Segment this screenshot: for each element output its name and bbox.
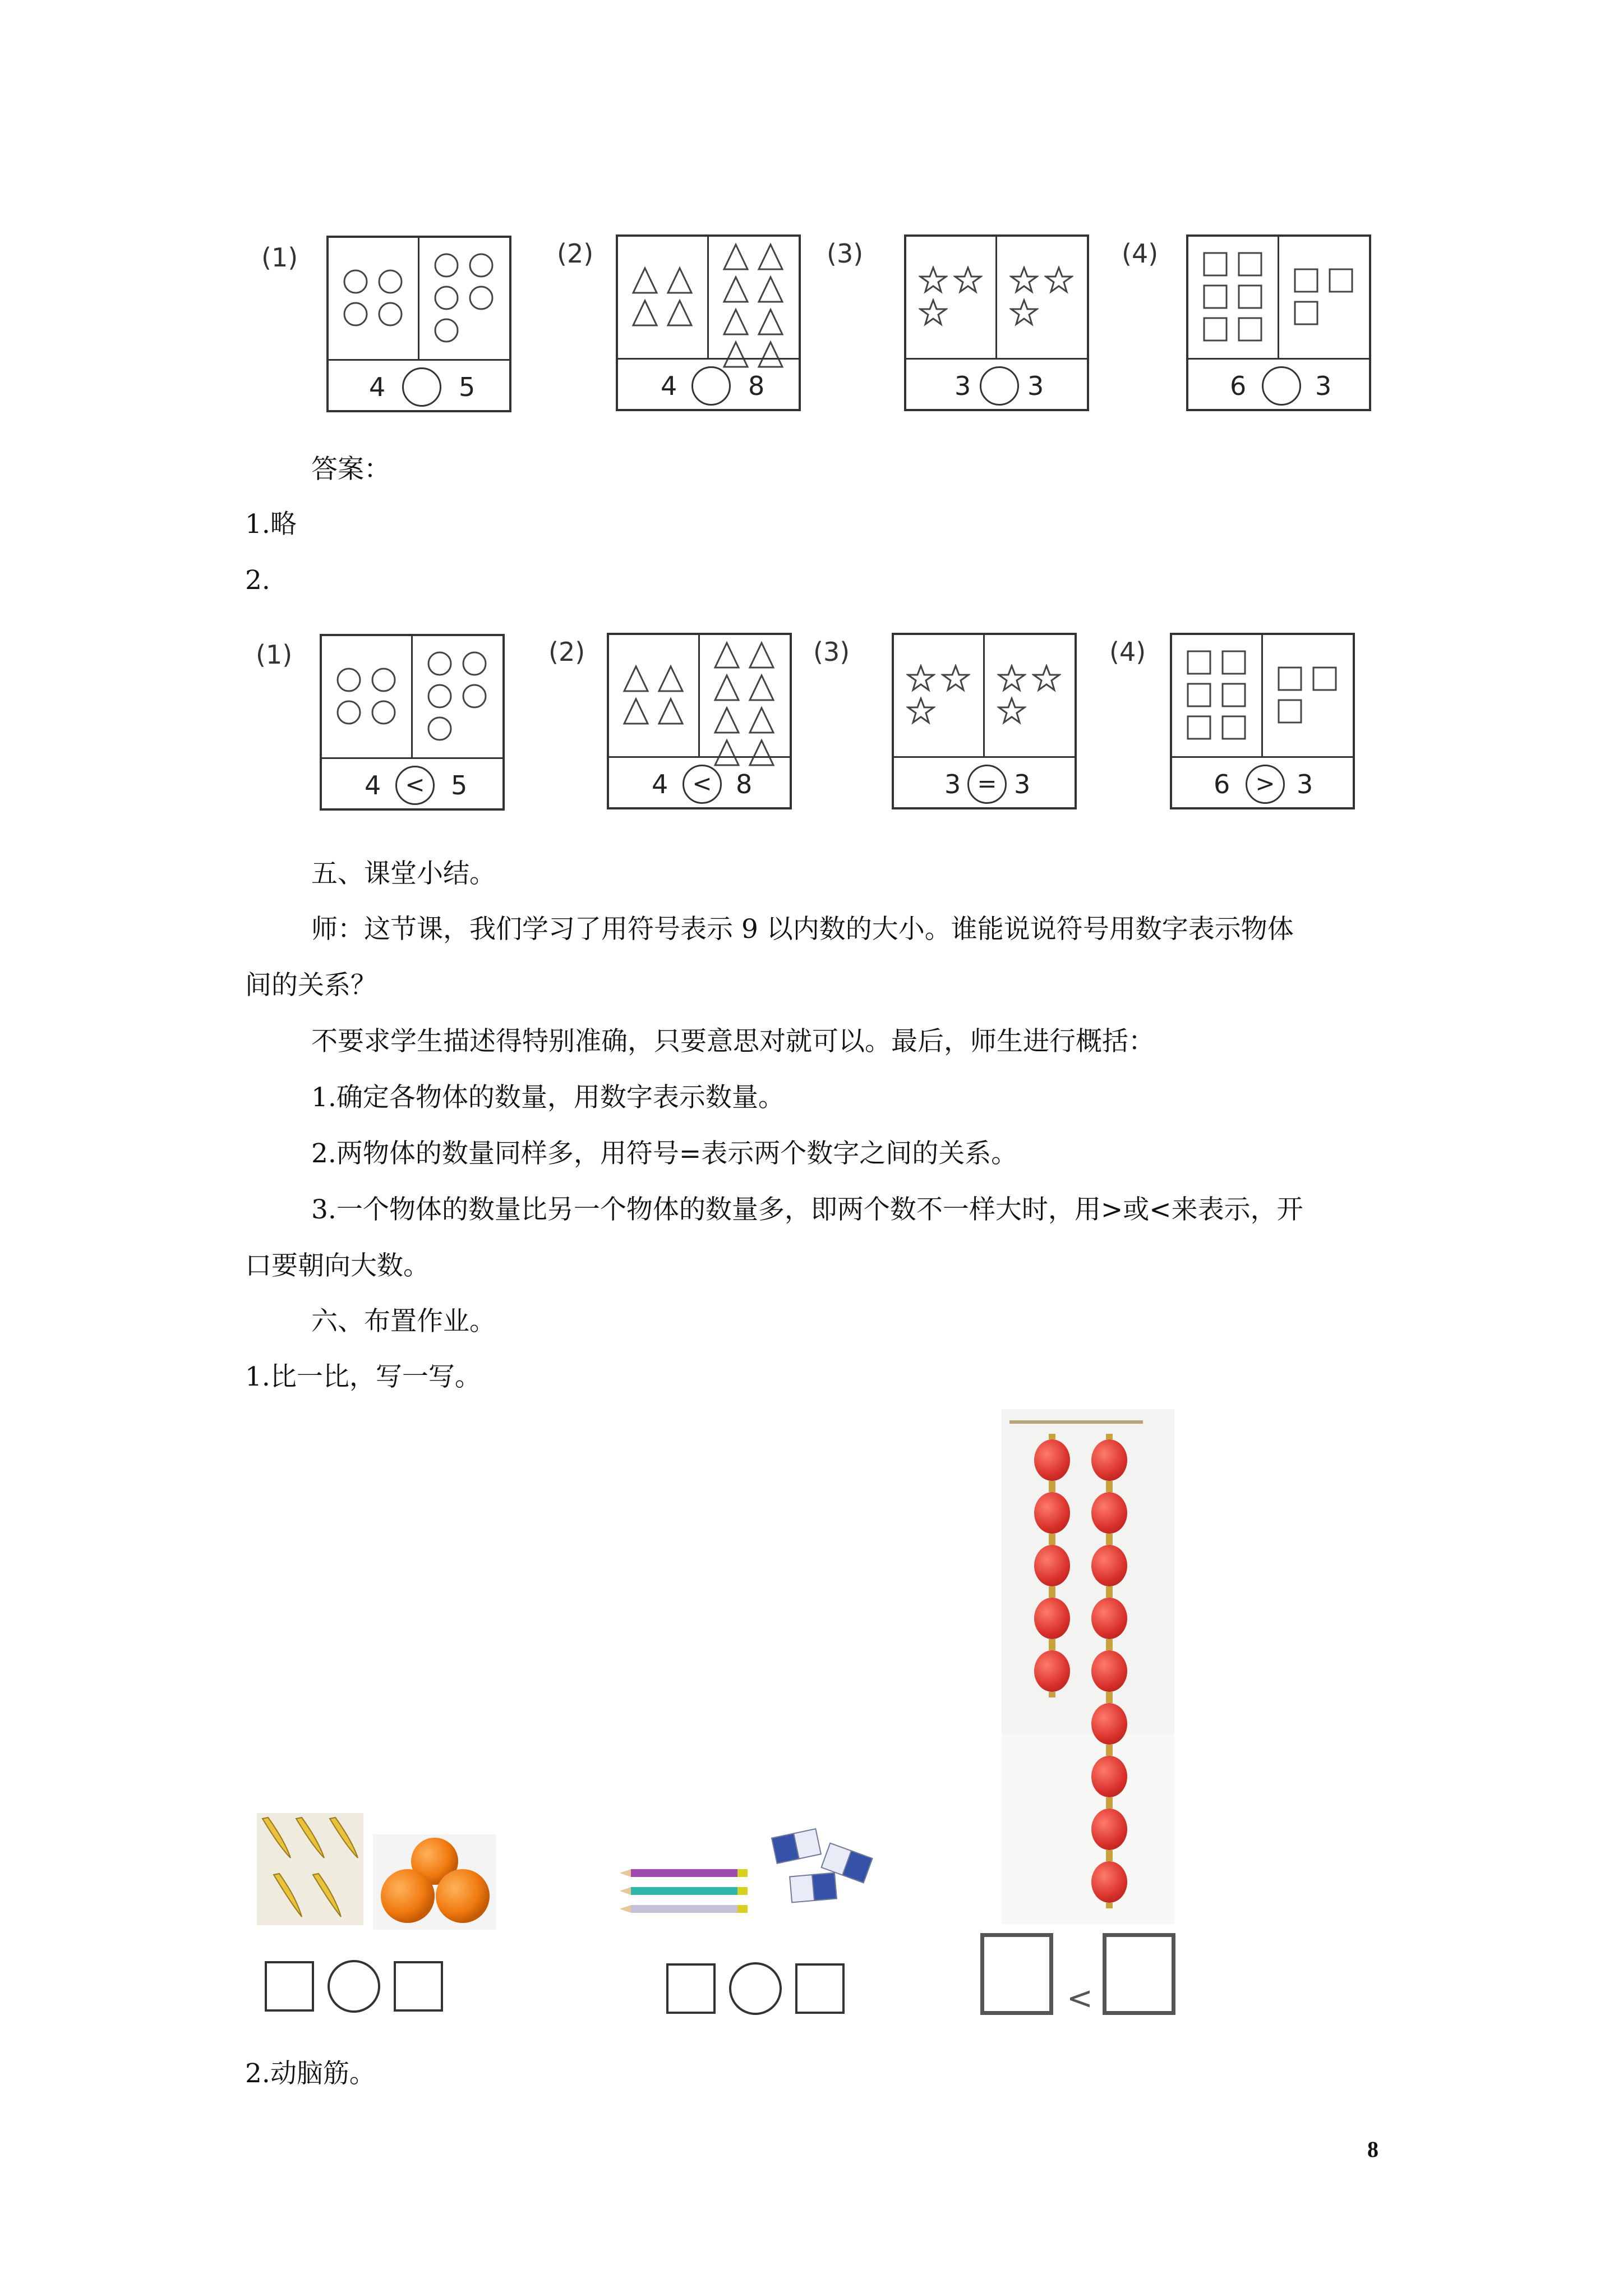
square-icon: [1219, 680, 1248, 710]
triangle-icon: [721, 275, 750, 304]
pencils-picture: [620, 1862, 754, 1918]
pencil-tip: [620, 1869, 631, 1877]
answer-box[interactable]: [265, 1961, 314, 2012]
panel-right-cell: [1279, 237, 1369, 358]
panel-bottom: [1172, 756, 1353, 807]
lantern-icon: [1091, 1439, 1127, 1481]
square-icon: [1184, 713, 1214, 742]
circle-icon: [432, 251, 461, 280]
left-number: 6: [1230, 371, 1247, 401]
compare-circle[interactable]: [328, 1960, 380, 2013]
comparison-panel: [892, 633, 1077, 809]
panel-label: (3): [813, 637, 850, 667]
comparison-panel: [326, 236, 511, 412]
summary-heading: 五、课堂小结。: [311, 858, 496, 889]
triangle-icon: [721, 307, 750, 337]
star-icon: [919, 266, 948, 295]
square-icon: [1235, 282, 1265, 311]
triangle-icon: [712, 641, 741, 670]
compare-circle[interactable]: [402, 367, 441, 407]
left-number: 4: [652, 769, 668, 799]
answer-box[interactable]: [666, 1963, 716, 2014]
panel-left-cell: [609, 635, 700, 756]
banana-shape: [296, 1818, 324, 1858]
pencil-end: [737, 1887, 748, 1895]
star-icon: [1009, 266, 1039, 295]
square-icon: [1310, 664, 1339, 693]
square-icon: [1184, 648, 1214, 677]
panel-bottom: [906, 358, 1087, 409]
panel-bottom: [322, 757, 502, 808]
star-icon: [997, 664, 1026, 693]
square-icon: [1201, 315, 1230, 344]
square-icon: [1219, 713, 1248, 742]
pencil-shape: [631, 1869, 737, 1877]
lantern-icon: [1034, 1545, 1070, 1586]
panel-label: (2): [557, 238, 594, 269]
erasers-picture: [768, 1828, 880, 1912]
left-number: 6: [1214, 769, 1230, 799]
circle-icon: [467, 251, 496, 280]
triangle-icon: [756, 275, 785, 304]
circle-icon: [425, 682, 454, 711]
lantern-icon: [1091, 1703, 1127, 1745]
circle-icon: [425, 714, 454, 743]
summary-point-3-line-1: 3.一个物体的数量比另一个物体的数量多，即两个数不一样大时，用>或<来表示，开: [311, 1194, 1303, 1225]
square-icon: [1292, 298, 1321, 328]
triangle-icon: [756, 242, 785, 272]
answer-2: 2.: [245, 565, 270, 596]
lantern-icon: [1034, 1492, 1070, 1534]
square-icon: [1201, 250, 1230, 279]
circle-icon: [376, 267, 405, 296]
panel-left-cell: [1172, 635, 1263, 756]
left-number: 4: [365, 770, 381, 800]
panel-right-cell: [419, 238, 509, 359]
orange-shape: [436, 1869, 490, 1923]
pencil-end: [737, 1869, 748, 1877]
square-icon: [1235, 250, 1265, 279]
pencil-shape: [631, 1905, 737, 1913]
page-number: 8: [1367, 2137, 1378, 2162]
lantern-icon: [1091, 1809, 1127, 1850]
oranges-icon: [373, 1834, 496, 1930]
summary-teacher-line-1: 师：这节课，我们学习了用符号表示 9 以内数的大小。谁能说说符号用数字表示物体: [311, 914, 1294, 945]
eraser-sleeve: [772, 1834, 799, 1864]
lantern-icon: [1034, 1650, 1070, 1692]
star-icon: [919, 298, 948, 328]
banana-shape: [330, 1818, 358, 1858]
panel-left-cell: [329, 238, 419, 359]
circle-icon: [432, 316, 461, 345]
compare-circle[interactable]: [729, 1962, 782, 2015]
pencil-end: [737, 1905, 748, 1913]
triangle-icon: [621, 664, 651, 693]
star-icon: [906, 664, 935, 693]
left-number: 3: [955, 371, 971, 401]
right-number: 5: [451, 770, 468, 800]
compare-circle[interactable]: >: [1246, 765, 1285, 804]
homework-item-2: 2.动脑筋。: [245, 2058, 376, 2089]
panel-bottom: [329, 359, 509, 410]
circle-icon: [467, 283, 496, 312]
summary-point-2: 2.两物体的数量同样多，用符号=表示两个数字之间的关系。: [311, 1138, 1018, 1169]
right-number: 3: [1297, 769, 1313, 799]
circle-icon: [425, 649, 454, 678]
comparison-panel: [320, 634, 505, 811]
pencil-shape: [631, 1887, 737, 1895]
comparison-panel: [1170, 633, 1355, 809]
summary-point-3-line-2: 口要朝向大数。: [245, 1250, 430, 1281]
square-icon: [1184, 680, 1214, 710]
circle-icon: [369, 698, 398, 727]
lantern-icon: [1091, 1598, 1127, 1639]
answer-box[interactable]: [795, 1963, 845, 2014]
pencil-tip: [620, 1905, 631, 1913]
compare-circle[interactable]: [691, 366, 731, 406]
square-icon: [1235, 315, 1265, 344]
panel-left-cell: [906, 237, 997, 358]
bananas-icon: [257, 1813, 363, 1925]
panel-bottom: [894, 756, 1075, 807]
summary-point-1: 1.确定各物体的数量，用数字表示数量。: [311, 1082, 785, 1113]
comparison-panel: [616, 234, 801, 411]
panel-label: (2): [548, 637, 585, 667]
star-icon: [997, 697, 1026, 726]
answer-1: 1.略: [245, 509, 297, 540]
triangle-icon: [665, 298, 694, 328]
panel-left-cell: [322, 636, 413, 757]
compare-circle[interactable]: [980, 366, 1019, 406]
star-icon: [906, 697, 935, 726]
answer-box[interactable]: [1103, 1933, 1175, 2015]
triangle-icon: [621, 697, 651, 726]
panel-bottom: [1188, 358, 1369, 409]
panel-label: (1): [261, 242, 298, 273]
panel-label: (4): [1109, 637, 1146, 667]
star-icon: [1032, 664, 1061, 693]
comparison-panel: [1186, 234, 1371, 411]
square-icon: [1219, 648, 1248, 677]
summary-teacher-line-2: 间的关系？: [245, 970, 377, 1001]
left-number: 3: [944, 769, 961, 799]
answer-heading: 答案：: [311, 454, 390, 485]
triangle-icon: [630, 298, 660, 328]
panel-right-cell: [997, 237, 1087, 358]
square-icon: [1275, 697, 1304, 726]
banana-shape: [313, 1874, 341, 1917]
triangle-icon: [665, 266, 694, 295]
panel-left-cell: [894, 635, 985, 756]
triangle-icon: [756, 307, 785, 337]
panel-right-cell: [700, 635, 790, 756]
pencil-tip: [620, 1887, 631, 1895]
compare-circle[interactable]: =: [967, 765, 1007, 804]
triangle-icon: [721, 242, 750, 272]
panel-right-cell: [709, 237, 799, 358]
lantern-icon: [1034, 1598, 1070, 1639]
panel-left-cell: [618, 237, 709, 358]
panel-label: (1): [256, 639, 293, 670]
right-number: 3: [1014, 769, 1031, 799]
star-icon: [953, 266, 983, 295]
lantern-icon: [1091, 1492, 1127, 1534]
triangle-icon: [747, 706, 776, 735]
banana-shape: [274, 1874, 302, 1917]
answer-box[interactable]: [980, 1933, 1053, 2015]
circle-icon: [341, 300, 370, 329]
panel-bottom: [618, 358, 799, 409]
circle-icon: [460, 649, 489, 678]
circle-icon: [369, 665, 398, 694]
right-number: 3: [1315, 371, 1332, 401]
square-icon: [1326, 266, 1355, 295]
triangle-icon: [656, 664, 685, 693]
panel-right-cell: [1263, 635, 1353, 756]
lantern-picture-background-lower: [1002, 1733, 1174, 1924]
bananas-picture: [257, 1813, 363, 1925]
compare-circle[interactable]: <: [683, 765, 722, 804]
star-icon: [1044, 266, 1073, 295]
compare-circle[interactable]: [1262, 366, 1301, 406]
triangle-icon: [712, 706, 741, 735]
homework-item-1: 1.比一比，写一写。: [245, 1361, 481, 1392]
left-number: 4: [369, 372, 386, 402]
lantern-icon: [1091, 1756, 1127, 1797]
star-icon: [941, 664, 970, 693]
eraser-sleeve: [812, 1873, 837, 1901]
triangle-icon: [747, 641, 776, 670]
pencils-icon: [620, 1862, 754, 1918]
right-number: 3: [1027, 371, 1044, 401]
right-number: 8: [736, 769, 753, 799]
right-number: 5: [459, 372, 476, 402]
circle-icon: [334, 665, 363, 694]
answer-box[interactable]: [394, 1961, 443, 2012]
banana-shape: [262, 1818, 291, 1858]
square-icon: [1292, 266, 1321, 295]
lantern-rod: [1009, 1420, 1143, 1424]
left-number: 4: [661, 371, 677, 401]
summary-note: 不要求学生描述得特别准确，只要意思对就可以。最后，师生进行概括：: [311, 1026, 1155, 1057]
circle-icon: [334, 698, 363, 727]
homework-heading: 六、布置作业。: [311, 1306, 496, 1337]
comparison-panel: [607, 633, 792, 809]
oranges-picture: [373, 1834, 496, 1930]
square-icon: [1201, 282, 1230, 311]
triangle-icon: [656, 697, 685, 726]
lantern-icon: [1091, 1861, 1127, 1903]
panel-right-cell: [985, 635, 1075, 756]
less-than-symbol: <: [1067, 1980, 1093, 2017]
triangle-icon: [747, 673, 776, 702]
panel-bottom: [609, 756, 790, 807]
compare-circle[interactable]: <: [395, 766, 435, 805]
square-icon: [1275, 664, 1304, 693]
triangle-icon: [630, 266, 660, 295]
panel-left-cell: [1188, 237, 1279, 358]
triangle-icon: [712, 673, 741, 702]
right-number: 8: [748, 371, 765, 401]
lantern-icon: [1091, 1650, 1127, 1692]
panel-right-cell: [413, 636, 502, 757]
erasers-icon: [768, 1828, 880, 1912]
circle-icon: [376, 300, 405, 329]
lantern-picture-background: [1002, 1409, 1174, 1733]
circle-icon: [460, 682, 489, 711]
circle-icon: [432, 283, 461, 312]
comparison-panel: [904, 234, 1089, 411]
lantern-icon: [1034, 1439, 1070, 1481]
circle-icon: [341, 267, 370, 296]
panel-label: (4): [1122, 238, 1159, 269]
lantern-icon: [1091, 1545, 1127, 1586]
panel-label: (3): [827, 238, 864, 269]
star-icon: [1009, 298, 1039, 328]
orange-shape: [381, 1869, 435, 1923]
